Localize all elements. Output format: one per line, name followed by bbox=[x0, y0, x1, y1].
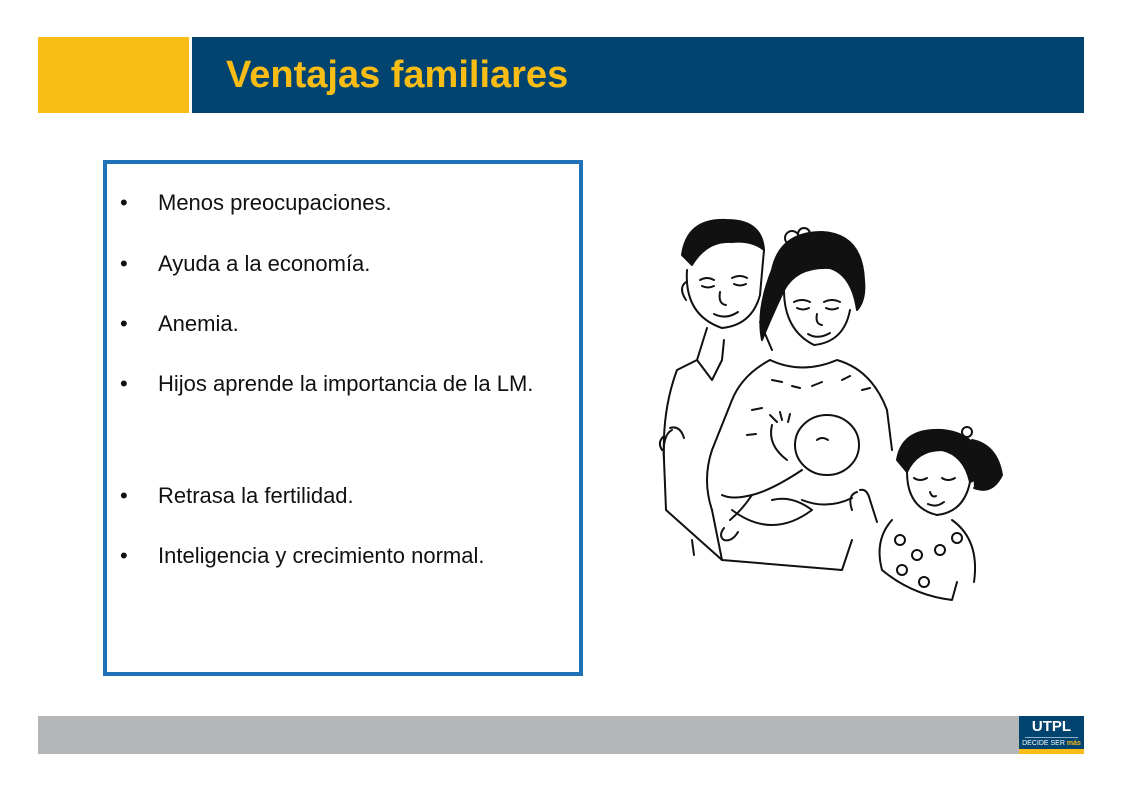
girl-figure bbox=[850, 427, 1002, 600]
logo-slogan-emphasis: más bbox=[1066, 740, 1081, 747]
father-figure bbox=[660, 220, 772, 560]
bullet-text: Menos preocupaciones. bbox=[158, 190, 392, 215]
logo-wordmark: UTPL bbox=[1031, 718, 1072, 735]
logo-accent-strip bbox=[1019, 749, 1084, 754]
bullet-text: Retrasa la fertilidad. bbox=[158, 483, 354, 508]
bullet-dot: • bbox=[120, 483, 128, 508]
utpl-logo bbox=[1019, 716, 1084, 754]
bullet-text: Anemia. bbox=[158, 311, 239, 336]
logo-slogan bbox=[1019, 740, 1084, 747]
bullet-dot: • bbox=[120, 190, 128, 215]
bullet-dot: • bbox=[120, 251, 128, 276]
header-accent-block bbox=[38, 37, 189, 113]
logo-slogan-prefix: DECIDE SER bbox=[1022, 740, 1067, 747]
bullet-text: Inteligencia y crecimiento normal. bbox=[158, 543, 485, 568]
mother-figure bbox=[707, 228, 892, 570]
slide-title: Ventajas familiares bbox=[226, 54, 569, 96]
bullet-dot: • bbox=[120, 311, 128, 336]
family-breastfeeding-illustration-icon bbox=[652, 210, 1012, 610]
bullet-text: Hijos aprende la importancia de la LM. bbox=[158, 371, 534, 396]
bullet-dot: • bbox=[120, 371, 128, 396]
logo-divider bbox=[1025, 737, 1078, 738]
footer-bar bbox=[38, 716, 1084, 754]
bullet-dot: • bbox=[120, 543, 128, 568]
bullet-box bbox=[103, 160, 583, 676]
bullet-text: Ayuda a la economía. bbox=[158, 251, 371, 276]
